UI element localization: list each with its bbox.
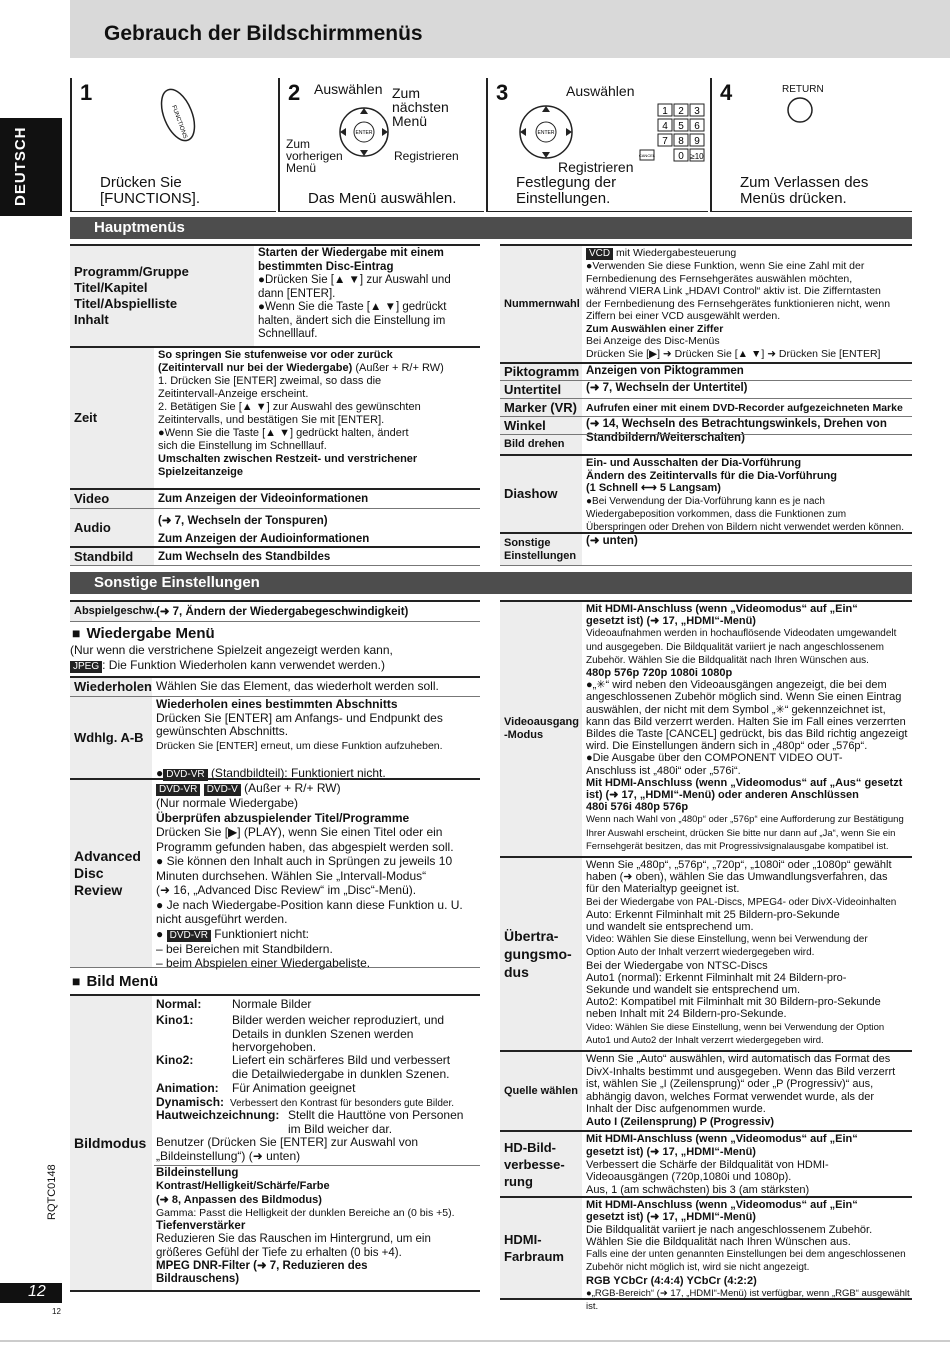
- return-button-icon: [786, 96, 814, 124]
- table-row: [70, 600, 480, 622]
- label-select: Auswählen: [314, 81, 383, 97]
- picture-menu-title: ■ Bild Menü: [72, 973, 158, 990]
- table-row: [500, 434, 912, 454]
- table-row: [70, 778, 480, 968]
- svg-text:0: 0: [678, 151, 684, 162]
- mode-desc: Liefert ein schärferes Bild und verbessert die Detailwiedergabe in dunklen Szenen.: [232, 1053, 451, 1081]
- svg-text:9: 9: [694, 136, 700, 147]
- playback-menu-table: [70, 676, 480, 968]
- svg-text:≥10: ≥10: [690, 152, 704, 161]
- dvd-vr-badge: DVD-VR: [167, 930, 211, 942]
- speed-row: [70, 600, 480, 622]
- modes-names: Normal:: [156, 997, 202, 1011]
- table-row: [500, 362, 912, 380]
- mode-name: Hautweichzeichnung:: [156, 1108, 280, 1122]
- table-row: [500, 856, 912, 1050]
- row-label: Nummernwahl: [500, 246, 582, 362]
- step-2: [278, 78, 484, 212]
- row-label: Abspielgeschw.: [70, 602, 152, 621]
- table-row: [500, 244, 912, 362]
- row-text: Mit HDMI-Anschluss (wenn „Videomodus“ auf „Ein“ gesetzt ist) (➜ 17, „HDMI“-Menü) Verbessert die Schärfe der Bildqualität von HDMI- Videoausgängen (720p,1080i und 1080p). Aus, 1 (am schwächsten) bis 3 (am stärksten): [586, 1133, 858, 1197]
- table-row: [500, 380, 912, 398]
- dvd-v-badge: DVD-V: [204, 784, 241, 796]
- row-text: (➜ unten): [586, 535, 638, 547]
- step-caption: Zum Verlassen des Menüs drücken.: [740, 174, 869, 207]
- step-3: [486, 78, 708, 212]
- label-register: Registrieren: [558, 159, 634, 175]
- svg-text:ENTER: ENTER: [355, 130, 373, 136]
- other-settings-right-table: [500, 600, 912, 1313]
- svg-text:1: 1: [662, 106, 668, 117]
- label-select: Auswählen: [566, 83, 635, 99]
- bottom-rule: [0, 1340, 950, 1342]
- step-caption: Drücken Sie [FUNCTIONS].: [100, 174, 200, 207]
- row-label: Übertra- gungsmo- dus: [500, 858, 582, 1050]
- row-text: Wenn Sie „Auto“ auswählen, wird automatisch das Format des DivX-Inhalts bestimmt und ausgegeben. Wenn das Bild verzerrt ist, wählen Sie „I (Zeilensprung)“ oder „P (Progressiv)“ aus, abhängig davon, welches Format verwendet wurde, als der Inhalt der Disc aufgenommen wurde. Auto I (Zeilensprung) P (Progressiv): [586, 1053, 896, 1128]
- row-text: (➜ 7, Wechseln der Untertitel): [586, 382, 748, 394]
- row-label: Sonstige Einstellungen: [500, 534, 582, 565]
- table-row: [500, 600, 912, 856]
- row-label: Quelle wählen: [500, 1052, 582, 1130]
- steps-panel: [70, 78, 912, 212]
- row-text: Wenn Sie „480p“, „576p“, „720p“, „1080i“ oder „1080p“ gewählt haben (➜ oben), wählen Sie das Umwandlungsverfahren, das für den Materialtyp geeignet ist. Bei der Wiedergabe von PAL-Discs, MPEG4- oder DivX-Videoinhalten Auto: Erkennt Filminhalt mit 25 Bildern-pro-Sekunde und wandelt sie entsprechend um. Video: Wählen Sie diese Einstellung, wenn bei Verwendung der Option Auto der Inhalt verzerrt wiedergegeben wird. Bei der Wiedergabe von NTSC-Discs Auto1 (normal): Erkennt Filminhalt mit 24 Bildern-pro- Sekunde und wandelt sie entsprechend um. Auto2: Kompatibel mit Filminhalt mit 30 Bildern-pro-Sekunde neben Inhalt mit 24 Bildern-pro-Sekunde. Video: Wählen Sie diese Einstellung, wenn bei Verwendung der Option Auto1 und Auto2 der Inhalt verzerrt wiedergegeben wird.: [586, 859, 897, 1046]
- return-label: RETURN: [782, 84, 824, 95]
- playback-menu-note: (Nur wenn die verstrichene Spielzeit angezeigt werden kann, JPEG : Die Funktion Wiederholen kann verwendet werden.): [70, 643, 393, 672]
- main-menus-heading: Hauptmenüs: [70, 217, 912, 239]
- step-caption: Das Menü auswählen.: [308, 190, 457, 207]
- mode-name: Animation:: [156, 1081, 219, 1095]
- row-text: Zum Wechseln des Standbildes: [158, 551, 331, 563]
- table-row: [70, 676, 480, 696]
- row-label: Programm/Gruppe Titel/Kapitel Titel/Abspielliste Inhalt: [70, 246, 254, 346]
- playback-menu-title: ■ Wiedergabe Menü: [72, 625, 215, 642]
- svg-text:6: 6: [694, 121, 700, 132]
- direction-pad-icon: [336, 104, 392, 160]
- direction-pad-icon: [516, 102, 576, 162]
- dvd-vr-badge: DVD-VR: [163, 769, 207, 781]
- svg-text:4: 4: [662, 121, 668, 132]
- small-page-number: 12: [52, 1307, 61, 1316]
- row-label: Video: [70, 490, 154, 508]
- picture-menu-table: [70, 994, 480, 1292]
- row-label: HDMI- Farbraum: [500, 1198, 582, 1298]
- step-number: 4: [720, 80, 733, 105]
- row-text: Anzeigen von Piktogrammen: [586, 365, 744, 377]
- row-label: Videoausgang -Modus: [500, 602, 582, 856]
- svg-text:8: 8: [678, 136, 684, 147]
- svg-text:7: 7: [662, 136, 668, 147]
- svg-text:FUNCTIONS: FUNCTIONS: [170, 104, 188, 140]
- step-caption: Festlegung der Einstellungen.: [516, 174, 617, 207]
- number-keypad-icon: [638, 102, 706, 164]
- row-label: Untertitel: [500, 381, 582, 398]
- row-text: DVD-VR DVD-V (Außer + R/+ RW) (Nur normale Wiedergabe) Überprüfen abzuspielender Titel/Programme Drücken Sie [▶] (PLAY), wenn Sie einen Titel oder ein Programm gefunden haben, das abgespielt werden soll. ● Sie können den Inhalt auch in Sprüngen zu jeweils 10 Minuten durchsehen. Wählen Sie „Intervall-Modus“ (➜ 16, „Advanced Disc Review“ im „Disc“-Menü). ● Je nach Wiedergabe-Position kann diese Funktion u. U. nicht ausgeführt werden. ● DVD-VR Funktioniert nicht: – bei Bereichen mit Standbildern. – beim Abspielen einer Wiedergabeliste.: [156, 781, 463, 970]
- table-row: [70, 696, 480, 778]
- row-text: Wählen Sie das Element, das wiederholt werden soll.: [156, 679, 439, 693]
- table-row: [70, 546, 480, 566]
- mode-desc: Verbessert den Kontrast für besonders gute Bilder.: [230, 1098, 455, 1109]
- table-row: [70, 346, 480, 488]
- page-number: 12: [0, 1283, 62, 1303]
- table-row: [500, 454, 912, 532]
- vcd-badge: VCD: [586, 248, 613, 260]
- main-menus-right-table: [500, 244, 912, 566]
- row-text: (➜ 14, Wechseln des Betrachtungswinkels, Drehen von Standbildern/Weiterschalten): [586, 418, 887, 444]
- row-text: Aufrufen einer mit einem DVD-Recorder aufgezeichneten Marke: [586, 402, 903, 414]
- svg-text:ENTER: ENTER: [537, 130, 555, 136]
- step-number: 2: [288, 80, 301, 105]
- row-label: Advanced Disc Review: [70, 780, 152, 967]
- table-row: [500, 1130, 912, 1196]
- user-mode: Benutzer (Drücken Sie [ENTER] zur Auswahl von „Bildeinstellung“) (➜ unten): [156, 1135, 419, 1163]
- main-menus-left-table: [70, 244, 480, 566]
- table-row: [70, 244, 480, 346]
- table-row: [500, 1050, 912, 1130]
- dvd-vr-badge: DVD-VR: [156, 784, 200, 796]
- other-settings-heading: Sonstige Einstellungen: [70, 572, 912, 594]
- table-row: [500, 398, 912, 416]
- step-number: 1: [80, 80, 93, 105]
- svg-text:5: 5: [678, 121, 684, 132]
- row-label: Bildmodus: [70, 996, 152, 1290]
- picture-settings: Bildeinstellung Kontrast/Helligkeit/Schärfe/Farbe (➜ 8, Anpassen des Bildmodus) Gamma: Passt die Helligkeit der dunklen Bereiche an (0 bis +5). Tiefenverstärker Reduzieren Sie das Rauschen im Hintergrund, um ein größeres Gefühl der Tiefe zu erhalten (0 bis +4). MPEG DNR-Filter (➜ 7, Reduzieren des Bildrauschens): [156, 1167, 455, 1286]
- row-text: Ein- und Ausschalten der Dia-Vorführung Ändern des Zeitintervalls für die Dia-Vorführung (1 Schnell ⟷ 5 Langsam) ●Bei Verwendung der Dia-Vorführung kann es je nach Wiedergabeposition vorkommen, dass die Funktionen zum Überspringen oder Drehen von Bildern nicht verwendet werden können.: [586, 457, 904, 533]
- language-label: DEUTSCH: [12, 126, 29, 206]
- svg-text:2: 2: [678, 106, 684, 117]
- document-id: RQTC0148: [46, 1164, 58, 1220]
- row-text: Mit HDMI-Anschluss (wenn „Videomodus“ auf „Ein“ gesetzt ist) (➜ 17, „HDMI“-Menü) Die Bildqualität variiert je nach angeschlossenem Zubehör. Wählen Sie die Bildqualität nach Ihren Wünschen aus. Falls eine der unten genannten Einstellungen bei dem angeschlossenen Zubehör nicht möglich ist, wird sie nicht angezeigt. RGB YCbCr (4:4:4) YCbCr (4:2:2) ●„RGB-Bereich“ (➜ 17, „HDMI“-Menü) ist verfügbar, wenn „RGB“ ausgewählt ist.: [586, 1199, 910, 1313]
- svg-text:3: 3: [694, 106, 700, 117]
- functions-button-icon: [158, 84, 198, 146]
- label-register: Registrieren: [394, 149, 459, 163]
- row-text: VCD mit Wiedergabesteuerung ●Verwenden Sie diese Funktion, wenn Sie eine Zahl mit der Fernbedienung des Fernsehgerätes auswählen möchten, während VIERA Link „HDAVI Control“ aktiv ist. Die Zifferntasten der Fernbedienung des Fernsehgerätes funktionieren nicht, wenn Ziffern bei einer VCD ausgewählt werden. Zum Auswählen einer Ziffer Bei Anzeige des Disc-Menüs Drücken Sie [▶] ➜ Drücken Sie [▲ ▼] ➜ Drücken Sie [ENTER]: [586, 247, 891, 360]
- row-text: Zum Anzeigen der Videoinformationen: [158, 493, 369, 505]
- label-prev-menu: Zum vorherigen Menü: [286, 137, 343, 175]
- table-row: [70, 508, 480, 546]
- step-1: [70, 78, 276, 212]
- table-row: [500, 532, 912, 566]
- table-row: [70, 488, 480, 508]
- row-text: Wiederholen eines bestimmten Abschnitts Drücken Sie [ENTER] am Anfangs- und Endpunkt des gewünschten Abschnitts. Drücken Sie [ENTER] erneut, um diese Funktion aufzuheben. ● DVD-VR (Standbildteil): Funktioniert nicht.: [156, 697, 443, 780]
- row-text: Starten der Wiedergabe mit einem bestimmten Disc-Eintrag ●Drücken Sie [▲ ▼] zur Auswahl und dann [ENTER]. ●Wenn Sie die Taste [▲ ▼] gedrückt halten, ändert sich die Einstellung im Schnelllauf.: [258, 247, 451, 340]
- step-number: 3: [496, 80, 509, 105]
- table-row: [70, 994, 480, 1292]
- row-text: (➜ 7, Ändern der Wiedergabegeschwindigkeit): [156, 606, 409, 618]
- step-4: [710, 78, 912, 212]
- table-row: [500, 1196, 912, 1313]
- mode-desc: Normale Bilder: [232, 997, 312, 1011]
- row-label: Diashow: [500, 456, 582, 532]
- row-label: Standbild: [70, 548, 154, 565]
- page-title: Gebrauch der Bildschirmmenüs: [104, 22, 423, 45]
- row-text: (➜ 7, Wechseln der Tonspuren) Zum Anzeigen der Audioinformationen: [158, 515, 370, 545]
- row-label: Piktogramm: [500, 364, 582, 380]
- jpeg-badge: JPEG: [70, 661, 102, 673]
- row-label: Wiederholen: [70, 678, 152, 696]
- row-label: Winkel: [500, 417, 582, 434]
- mode-desc: Bilder werden weicher reproduziert, und Details in dunklen Szenen werden hervorgehoben.: [232, 1013, 445, 1054]
- label-next-menu: Zum nächsten Menü: [392, 85, 449, 129]
- mode-name: Dynamisch:: [156, 1095, 225, 1109]
- svg-text:CANCEL: CANCEL: [638, 153, 656, 158]
- row-label: Zeit: [70, 348, 154, 488]
- mode-name: Kino2:: [156, 1053, 194, 1067]
- row-label: Marker (VR): [500, 399, 582, 416]
- mode-name: Kino1:: [156, 1013, 194, 1027]
- row-text: Mit HDMI-Anschluss (wenn „Videomodus“ auf „Ein“ gesetzt ist) (➜ 17, „HDMI“-Menü) Videoaufnahmen werden in hochauflösende Videodaten umgewandelt und ausgegeben. Die Bildqualität variiert je nach angeschlossenem Zubehör. Wählen Sie die Bildqualität nach Ihren Wünschen aus. 480p 576p 720p 1080i 1080p ●„✳“ wird neben den Videoausgängen angezeigt, die bei dem angeschlossenen Zubehör möglich sind. Wenn Sie einen Eintrag auswählen, der nicht mit dem Symbol „✳“ gekennzeichnet ist, kann das Bild verzerrt werden. Halten Sie im Fall eines verzerrten Bildes die Taste [CANCEL] gedrückt, bis das Bild richtig angezeigt wird. Die Einstellungen ändern sich in „480p“ oder „576p“. ●Die Ausgabe über den COMPONENT VIDEO OUT- Anschluss ist „480i“ oder „576i“. Mit HDMI-Anschluss (wenn „Videomodus“ auf „Aus“ gesetzt ist) (➜ 17, „HDMI“-Menü) oder anderen Anschlüssen 480i 576i 480p 576p Wenn nach Wahl von „480p“ oder „576p“ eine Aufforderung zur Bestätigung Ihrer Auswahl erscheint, drücken Sie bitte nur dann auf „Ja“, wenn Sie ein Fernsehgerät besitzen, das mit Progressivsignalausgabe kompatibel ist.: [586, 603, 908, 852]
- language-side-tab: [0, 118, 62, 216]
- mode-desc: Für Animation geeignet: [232, 1081, 356, 1095]
- row-label: Wdhlg. A-B: [70, 697, 152, 778]
- row-label: HD-Bild- verbesse- rung: [500, 1132, 582, 1196]
- row-label: Audio: [70, 509, 154, 546]
- row-text: So springen Sie stufenweise vor oder zurück (Zeitintervall nur bei der Wiedergabe) (Außer + R/+ RW) 1. Drücken Sie [ENTER] zweimal, so dass die Zeitintervall-Anzeige erscheint. 2. Betätigen Sie [▲ ▼] zur Auswahl des gewünschten Zeitintervalls, und bestätigen Sie mit [ENTER]. ●Wenn Sie die Taste [▲ ▼] gedrückt halten, ändert sich die Einstellung im Schnelllauf. Umschalten zwischen Restzeit- und verstrichener Spielzeitanzeige: [158, 349, 444, 478]
- mode-desc: Stellt die Hauttöne von Personen im Bild weicher dar.: [288, 1108, 464, 1136]
- row-label: Bild drehen: [500, 435, 582, 454]
- divider: [154, 1165, 480, 1166]
